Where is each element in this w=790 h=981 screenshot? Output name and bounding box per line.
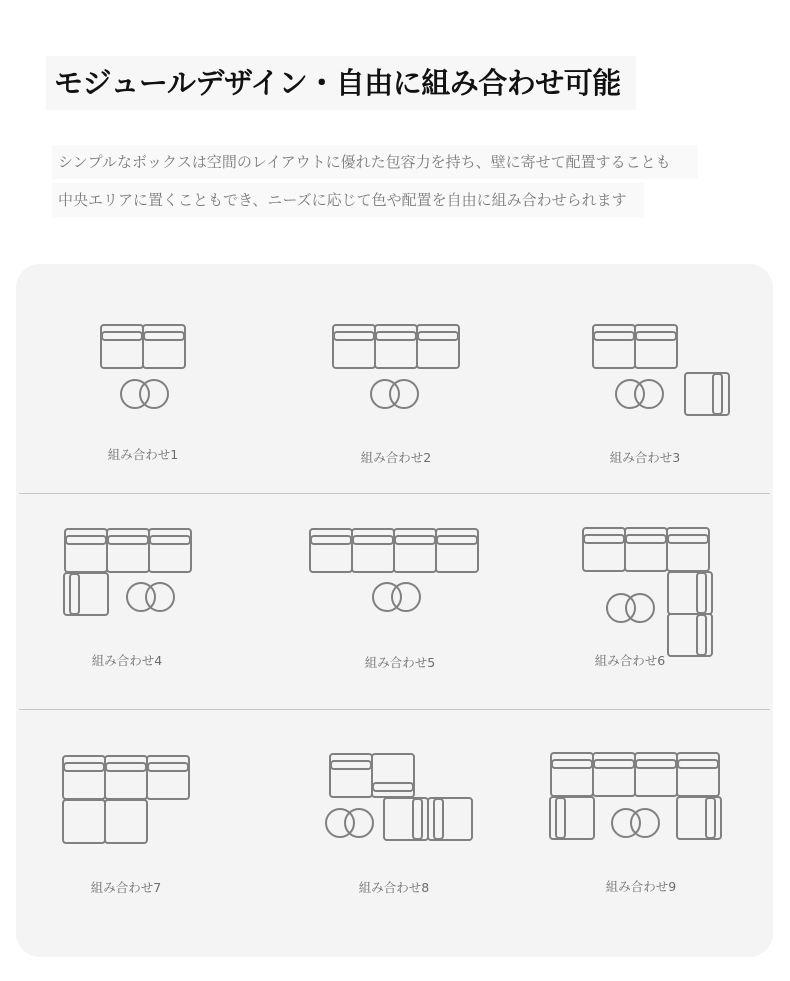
combination-8-diagram [326,754,472,840]
combination-9-label: 組み合わせ9 [605,879,677,894]
combination-2-diagram [333,325,459,408]
combination-6-label: 組み合わせ6 [594,653,666,668]
combination-1-diagram [101,325,185,408]
combination-6-diagram [583,528,712,656]
combination-7-label: 組み合わせ7 [90,880,162,895]
combination-3-diagram [593,325,729,415]
page-title: モジュールデザイン・自由に組み合わせ可能 [46,56,636,110]
combination-2-label: 組み合わせ2 [360,450,432,465]
combination-7-diagram [63,756,189,843]
combination-3-label: 組み合わせ3 [609,450,681,465]
combination-1-label: 組み合わせ1 [107,447,179,462]
combination-4-diagram [64,529,191,615]
description-line-1: シンプルなボックスは空間のレイアウトに優れた包容力を持ち、壁に寄せて配置することも [52,145,698,179]
combination-5-diagram [310,529,478,611]
combination-4-label: 組み合わせ4 [91,653,163,668]
combination-9-diagram [550,753,721,839]
combination-5-label: 組み合わせ5 [364,655,436,670]
combination-8-label: 組み合わせ8 [358,880,430,895]
description-line-2: 中央エリアに置くこともでき、ニーズに応じて色や配置を自由に組み合わせられます [52,183,644,217]
